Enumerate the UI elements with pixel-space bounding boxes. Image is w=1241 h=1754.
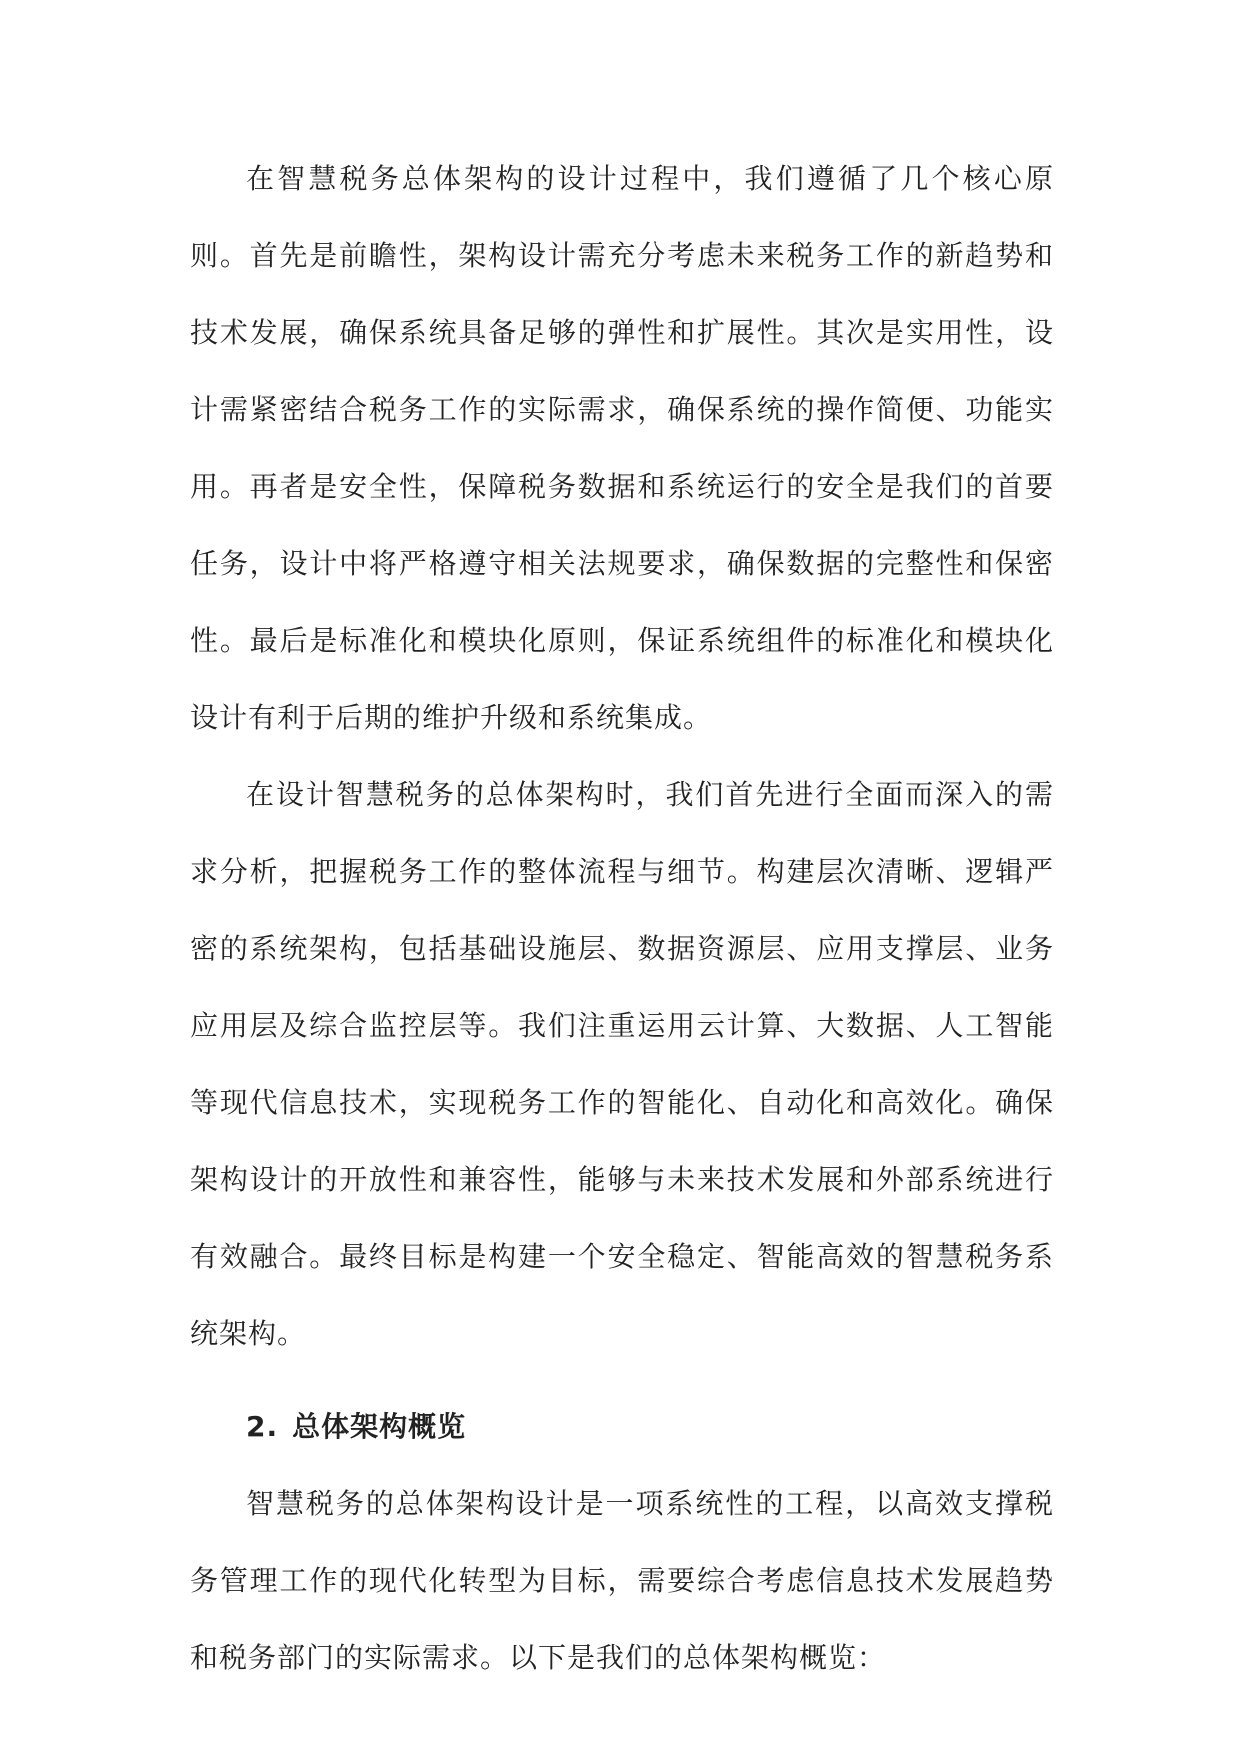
- paragraph-design-principles: 在智慧税务总体架构的设计过程中，我们遵循了几个核心原则。首先是前瞻性，架构设计需充分考虑未来税务工作的新趋势和技术发展，确保系统具备足够的弹性和扩展性。其次是实用性，设计需紧密结合税务工作的实际需求，确保系统的操作简便、功能实用。再者是安全性，保障税务数据和系统运行的安全是我们的首要任务，设计中将严格遵守相关法规要求，确保数据的完整性和保密性。最后是标准化和模块化原则，保证系统组件的标准化和模块化设计有利于后期的维护升级和系统集成。: [190, 162, 1054, 734]
- section-heading: [190, 1388, 1054, 1465]
- paragraph-architecture-design: 在设计智慧税务的总体架构时，我们首先进行全面而深入的需求分析，把握税务工作的整体流程与细节。构建层次清晰、逻辑严密的系统架构，包括基础设施层、数据资源层、应用支撑层、业务应用层及综合监控层等。我们注重运用云计算、大数据、人工智能等现代信息技术，实现税务工作的智能化、自动化和高效化。确保架构设计的开放性和兼容性，能够与未来技术发展和外部系统进行有效融合。最终目标是构建一个安全稳定、智能高效的智慧税务系统架构。: [190, 778, 1054, 1350]
- section-number: 2.: [246, 1410, 279, 1443]
- paragraph-architecture-overview: 智慧税务的总体架构设计是一项系统性的工程，以高效支撑税务管理工作的现代化转型为目标，需要综合考虑信息技术发展趋势和税务部门的实际需求。以下是我们的总体架构概览：: [190, 1487, 1054, 1674]
- document-body: [190, 140, 1054, 1696]
- section-title: 总体架构概览: [292, 1410, 467, 1443]
